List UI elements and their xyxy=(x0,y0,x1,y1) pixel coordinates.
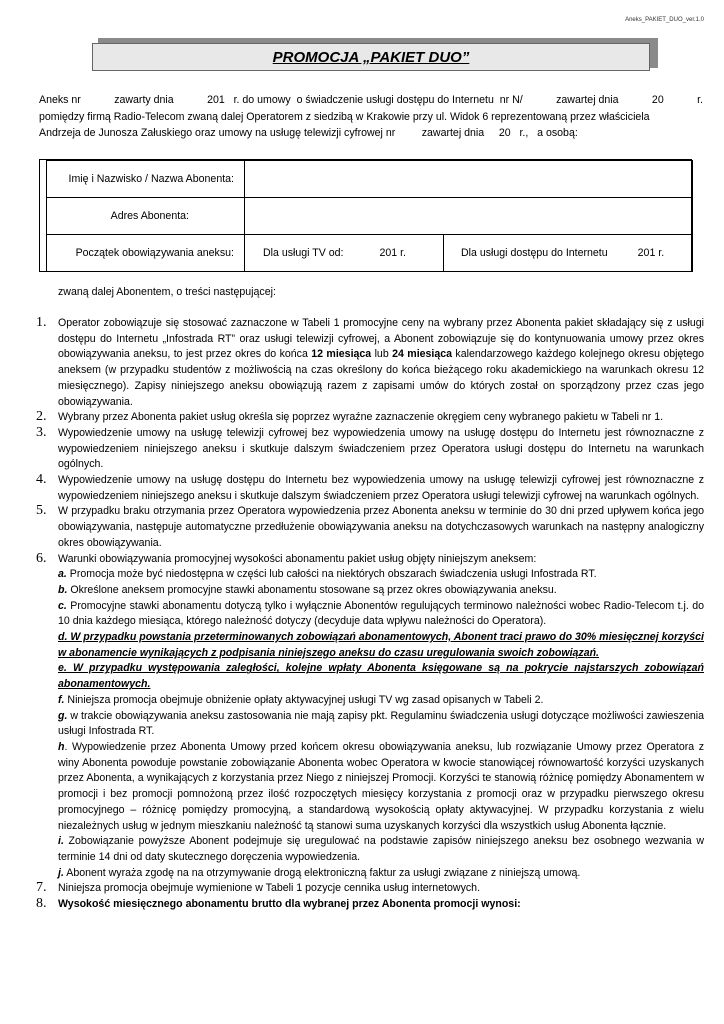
sub-text: Zobowiązanie powyższe Abonent podejmuje się uregulować na podstawie zapisów niniejszego aneksu bez osobnego wezwania w terminie 14 dni od daty skutecznego doręczenia wypowiedzenia. xyxy=(58,835,704,863)
subscriber-table xyxy=(39,159,692,272)
term-6g xyxy=(58,709,704,740)
sub-letter: i. xyxy=(58,835,64,848)
term-2 xyxy=(36,410,704,426)
term-text: Wypowiedzenie umowy na usługę telewizji cyfrowej bez wypowiedzenia umowy na usługę dostępu do Internetu jest równoznaczne z wypowiedzeniem niniejszego aneksu i skutkuje dalszym świadczeniem przez Operatora usługi dostępu do Internetu na warunkach ogólnych. xyxy=(58,426,704,471)
sub-letter: b. xyxy=(58,583,68,596)
term-6f xyxy=(58,693,704,709)
intro-line-1 xyxy=(39,92,703,109)
term-text: Warunki obowiązywania promocyjnej wysokości abonamentu pakiet usług objęty niniejszym aneksem: xyxy=(58,552,537,565)
term-text: Wypowiedzenie umowy na usługę dostępu do Internetu bez wypowiedzenia umowy na usługę telewizji cyfrowej jest równoznaczne z wypowiedzeniem niniejszego aneksu i skutkuje dalszym świadczeniem przez Operatora usługi telewizji cyfrowej na warunkach ogólnych. xyxy=(58,474,704,502)
term-number: 8. xyxy=(36,896,47,912)
term-6c xyxy=(58,599,704,630)
term-8 xyxy=(36,897,704,913)
sub-text: . Wypowiedzenie przez Abonenta Umowy przed końcem okresu obowiązywania aneksu, lub rozwiązanie Umowy przez Operatora z winy Abonenta powoduje powstanie zobowiązanie Abonenta wobec Operatora w kwocie stanowiącej równowartość korzyści uzyskanych przez Abonenta, a wynikających z korzystania przez Niego z niniejszej Promocji. Korzyści te stanowią różnicę pomiędzy Abonamentem w promocji i bez promocji pomnożoną przez ilość rozpoczętych miesięcy korzystania z promocji oraz w przypadku pierwszego okresu promocyjnego – różnicę pomiędzy promocyjną, a standardową wysokością opłaty aktywacyjnej. W przypadku korzystania z wielu niezależnych usług w jednym mieszkaniu należność tą stanowi suma uzyskanych korzyści dla wszystkich usług Abonenta łącznie. xyxy=(58,740,704,832)
term-number: 2. xyxy=(36,409,47,425)
tv-start-field[interactable] xyxy=(244,234,444,272)
sub-letter: a. xyxy=(58,568,67,581)
term-number: 4. xyxy=(36,472,47,488)
sub-letter: j. xyxy=(58,866,64,879)
intro-zawarty: zawarty dnia xyxy=(114,94,174,106)
term-bold-12: 12 miesiąca xyxy=(311,348,372,361)
internet-start-field[interactable] xyxy=(443,234,693,272)
intro-aneks-nr: Aneks nr xyxy=(39,94,81,106)
term-6a xyxy=(58,567,704,583)
document-version: Aneks_PAKIET_DUO_ver.1.0 xyxy=(625,17,704,23)
term-text: Niniejsza promocja obejmuje wymienione w Tabeli 1 pozycje cennika usług internetowych. xyxy=(58,882,481,895)
term-bold-24: 24 miesiąca xyxy=(392,348,453,361)
term-number: 5. xyxy=(36,503,47,519)
term-3 xyxy=(36,426,704,473)
sub-text: Określone aneksem promocyjne stawki abonamentu stosowane są przez okres obowiązywania aneksu. xyxy=(67,583,557,596)
sub-text: w trakcie obowiązywania aneksu zastosowania nie mają zapisy pkt. Regulaminu świadczenia usługi dotyczące możliwości zawieszenia usługi Infostrada RT. xyxy=(58,709,704,738)
intro-paragraph xyxy=(39,92,703,142)
term-6b xyxy=(58,583,704,599)
term-text: Wybrany przez Abonenta pakiet usług określa się poprzez wyraźne zaznaczenie okręgiem ceny wybranego pakietu w Tabeli nr 1. xyxy=(58,411,664,424)
sub-text: Promocyjne stawki abonamentu dotyczą tylko i wyłącznie Abonentów regulujących terminowo należności wobec Radio-Telecom t.j. do 10 dnia każdego miesiąca, którego należność dotyczy (decyduje data wpływu należności do Operatora). xyxy=(58,599,704,628)
internet-start-label: Dla usługi dostępu do Internetu xyxy=(461,247,608,259)
page-title: PROMOCJA „PAKIET DUO” xyxy=(272,49,470,66)
term-text: Wysokość miesięcznego abonamentu brutto dla wybranej przez Abonenta promocji wynosi: xyxy=(58,898,521,911)
term-6d: d. W przypadku powstania przeterminowanych zobowiązań abonamentowych, Abonent traci prawo do 30% miesięcznej korzyści w abonamencie wynikających z podpisania niniejszego aneksu do czasu uregulowania swoich zobowiązań. xyxy=(58,631,704,659)
name-label-cell xyxy=(46,160,245,198)
term-1 xyxy=(36,316,704,410)
start-label: Początek obowiązywania aneksu: xyxy=(75,247,234,259)
start-label-cell xyxy=(46,234,245,272)
intro-umowa: 201 r. do umowy o świadczenie usługi dostępu do Internetu nr N/ xyxy=(207,94,523,106)
intro-line-2: pomiędzy firmą Radio-Telecom zwaną dalej Operatorem z siedzibą w Krakowie przy ul. Widok 6 reprezentowaną przez właściciela xyxy=(39,110,650,123)
name-field[interactable] xyxy=(244,160,693,198)
term-number: 6. xyxy=(36,550,47,566)
sub-letter: g. xyxy=(58,709,68,722)
term-text: lub xyxy=(371,348,393,361)
term-number: 7. xyxy=(36,880,47,896)
intro-r: r. xyxy=(697,94,703,106)
term-6i xyxy=(58,834,704,865)
sub-text: Promocja może być niedostępna w części lub całości na niektórych obszarach świadczenia usługi Infostrada RT. xyxy=(66,568,597,581)
title-box xyxy=(92,43,650,71)
intro-zawartej: zawartej dnia xyxy=(556,94,619,106)
address-label-cell xyxy=(46,197,245,235)
term-text: kalendarzowego każdego kolejnego okresu objętego aneksem (w przypadku studentów z możliwością na czas określony do końca bieżącego roku akademickiego na warunkach okresu 12 miesięcznego). Zapisy niniejszego aneksu obowiązują razem z zapisami umów do których został on sporządzony przez czas jego obowiązywania. xyxy=(58,348,704,408)
address-label: Adres Abonenta: xyxy=(110,210,189,222)
term-number: 3. xyxy=(36,424,47,440)
subscriber-clause: zwaną dalej Abonentem, o treści następującej: xyxy=(58,286,276,298)
sub-text: Niniejsza promocja obejmuje obniżenie opłaty aktywacyjnej usługi TV wg zasad opisanych w Tabeli 2. xyxy=(64,693,544,706)
term-number: 1. xyxy=(36,315,47,330)
term-6 xyxy=(36,552,704,882)
term-4 xyxy=(36,473,704,504)
address-field[interactable] xyxy=(244,197,693,235)
sub-letter: c. xyxy=(58,599,67,612)
sub-letter: f. xyxy=(58,693,65,706)
term-6h xyxy=(58,740,704,834)
tv-start-label: Dla usługi TV od: xyxy=(263,247,344,259)
term-7 xyxy=(36,881,704,897)
tv-start-year: 201 r. xyxy=(379,247,406,259)
name-label: Imię i Nazwisko / Nazwa Abonenta: xyxy=(68,173,234,185)
term-text: W przypadku braku otrzymania przez Operatora wypowiedzenia przez Abonenta aneksu w terminie do 30 dni przed upływem końca jego obowiązywania, następuje automatyczne przedłużenie obowiązywania aneksu na dotychczasowych warunkach na następny analogiczny okres obowiązywania. xyxy=(58,505,704,549)
term-text: Operator zobowiązuje się stosować zaznaczone w Tabeli 1 promocyjne ceny na wybrany przez Abonenta pakiet składający się z usługi dostępu do Internetu „Infostrada RT” oraz usługi telewizji cyfrowej, a Abonent zobowiązuje się do kontynuowania umowy przez okres obowiązywania aneksu, to jest przez okres do końca xyxy=(58,317,704,361)
terms-list xyxy=(36,316,704,913)
internet-start-year: 201 r. xyxy=(637,247,665,259)
sub-letter: h xyxy=(58,740,65,753)
term-5 xyxy=(36,504,704,551)
sub-text: Abonent wyraża zgodę na na otrzymywanie drogą elektroniczną faktur za usługi związane z niniejszą umową. xyxy=(63,866,581,879)
term-6e: e. W przypadku występowania zaległości, kolejne wpłaty Abonenta księgowane są na pokrycie najstarszych zobowiązań abonamentowych. xyxy=(58,662,704,691)
term-6j xyxy=(58,866,704,882)
intro-year: 20 xyxy=(651,94,664,106)
intro-line-3: Andrzeja de Junosza Załuskiego oraz umowy na usługę telewizji cyfrowej nr zawartej dnia 20 r., a osobą: xyxy=(39,127,578,139)
